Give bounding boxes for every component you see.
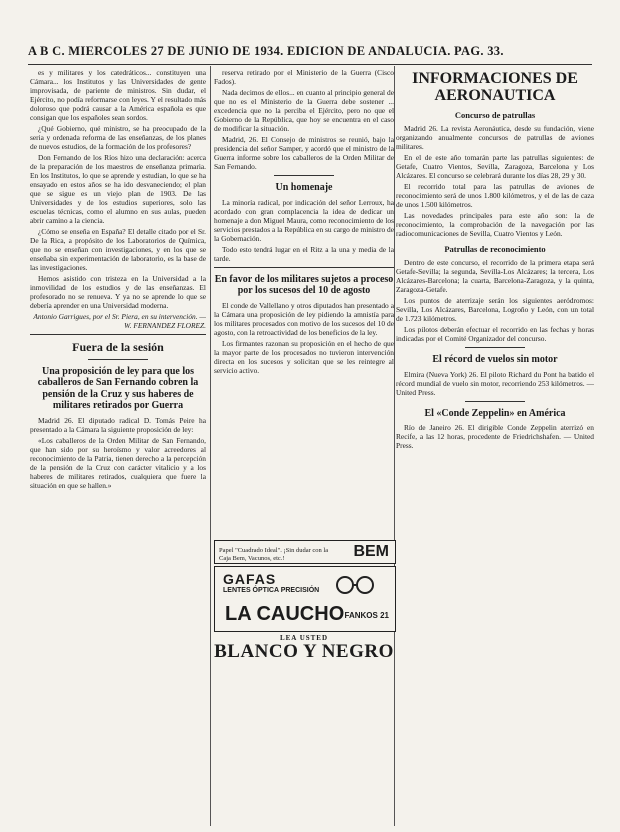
paragraph: Los pilotos deberán efectuar el recorrido en las fechas y horas indicadas por el Comité Organizador del concurso. xyxy=(396,325,594,343)
paragraph: Nada decimos de ellos... en cuanto al principio general de que no es el Ministerio de la Guerra debe sostener ... excedencia que no la perciba el Ejército, pero no que el Gobierno de la República, que hoy se encuentra en el caso de modificar la situación. xyxy=(214,88,394,133)
divider xyxy=(214,267,394,268)
ad-caucho-brand: LA CAUCHO xyxy=(225,603,345,625)
ad-bem-brand: BEM xyxy=(353,543,389,560)
paragraph: Dentro de este concurso, el recorrido de la primera etapa será Getafe-Sevilla; la segunda, Sevilla-Los Alcázares; la tercera, Los Alcázares-Barcelona; la cuarta, Barcelona-Zaragoza, y la quinta, Zaragoza-Getafe. xyxy=(396,258,594,294)
headline-favor-militares: En favor de los militares sujetos a proceso por los sucesos del 10 de agosto xyxy=(214,273,394,296)
column-left xyxy=(30,68,206,828)
divider xyxy=(465,347,525,348)
paragraph: «Los caballeros de la Orden Militar de San Fernando, que han sido por su heroísmo y valor acreedores al reconocimiento de la Patria, tienen derecho a la percepción de la pensión de la Cruz con carácter vitalicio y a los haberes de militares retirados, cualquiera que fuere la situación en que se hallen.» xyxy=(30,435,206,490)
paragraph: Los firmantes razonan su proposición en el hecho de que la mayor parte de los procesados no tuvieron intervención directa en los sucesos y solicitan que se les reintegre al servicio activo. xyxy=(214,338,394,375)
paragraph: Madrid 26. El diputado radical D. Tomás Peire ha presentado a la Cámara la siguiente proposición de ley: xyxy=(30,415,206,434)
signature: Antonio Garrigues, por el Sr. Piera, en su intervención. — W. FERNANDEZ FLOREZ. xyxy=(33,312,206,330)
headline-propuesta: Una proposición de ley para que los caballeros de San Fernando cobren la pensión de la Cruz y sus haberes de militares retirados por Guerra xyxy=(37,365,199,411)
ad-bem xyxy=(214,540,396,564)
headline-aeronautica: INFORMACIONES DE AERONAUTICA xyxy=(412,70,578,104)
ad-caucho-headline: GAFAS xyxy=(223,571,277,587)
headline-record: El récord de vuelos sin motor xyxy=(432,354,558,365)
paragraph: Las novedades principales para este año son: la de reconocimiento, la comprobación de la navegación por las radiocomunicaciones de Sevilla, Cuatro Vientos y León. xyxy=(396,211,594,238)
column-divider xyxy=(210,66,211,826)
paragraph: El conde de Vallellano y otros diputados han presentado a la Cámara una proposición de ley pidiendo la amnistía para los militares procesados con motivo de los sucesos del 10 de agosto, con la retroactividad de los beneficios de la ley. xyxy=(214,300,394,337)
divider xyxy=(465,401,525,402)
paragraph: Todo esto tendrá lugar en el Ritz a la una y media de la tarde. xyxy=(214,244,394,263)
paragraph: ¿Cómo se enseña en España? El detalle citado por el Sr. De la Rica, a propósito de los Laboratorios de Química, que no se enseñan con investigaciones, y en los que se enseñaba sin experimentación de laboratorio, es la base de las investigaciones. xyxy=(30,227,206,272)
top-rule xyxy=(28,64,592,65)
ad-la-caucho xyxy=(214,566,396,632)
headline-zeppelin: El «Conde Zeppelin» en América xyxy=(424,407,566,419)
column-right xyxy=(396,68,594,828)
paragraph: es y militares y los catedráticos... constituyen una Cámara... los Institutos y las Universidades de gente improvisada, de pariente de ministros. Sin dudar, el Ejército, no podía reformarse con leyes. Y el resultado más doloroso que podrá causar a la América española es que consigan que los españoles sean sordos. xyxy=(30,68,206,122)
paragraph: Río de Janeiro 26. El dirigible Conde Zeppelin aterrizó en Recife, a las 12 horas, procedente de Friedrichshafen. — United Press. xyxy=(396,423,594,450)
glasses-icon xyxy=(335,575,375,595)
paragraph: Elmira (Nueva York) 26. El piloto Richard du Pont ha batido el récord mundial de vuelo sin motor, recorriendo 253 kilómetros. — United Press. xyxy=(396,369,594,397)
paragraph: Madrid, 26. El Consejo de ministros se reunió, bajo la presidencia del señor Samper, y acordó que el ministro de la Guerra informe sobre los caballeros de la Orden Militar de San Fernando. xyxy=(214,135,394,171)
headline-concurso: Concurso de patrullas xyxy=(454,110,536,120)
paragraph: El recorrido total para las patrullas de aviones de reconocimiento será de unos 1.800 kilómetros, y el de las de caza de unos 1.500 kilómetros. xyxy=(396,182,594,209)
paragraph: La minoría radical, por indicación del señor Lerroux, ha acordado con gran complacencia la idea de dedicar un homenaje a don Miguel Maura, como reconocimiento de los servicios prestados a la República en su cargo de ministro de la Gobernación. xyxy=(214,197,394,243)
ad-bn-pre: LEA USTED xyxy=(279,634,329,642)
paragraph: Hemos asistido con tristeza en la Universidad a la inmovilidad de los estudios y de las enseñanzas. El profesorado no se renueva. Y ya no se aprende lo que se debería aprender en una Universidad moderna. xyxy=(30,274,206,310)
headline-sesion: Fuera de la sesión xyxy=(72,340,164,354)
ad-caucho-sub: LENTES ÓPTICA PRECISIÓN xyxy=(223,587,320,594)
divider xyxy=(30,334,206,335)
paragraph: ¿Qué Gobierno, qué ministro, se ha preocupado de la seria y ordenada reforma de las enseñanzas, de los planes de nuevos estudios, de la formación de los profesores? xyxy=(30,124,206,151)
headline-homenaje: Un homenaje xyxy=(275,182,333,193)
column-middle xyxy=(214,68,394,536)
paragraph: reserva retirado por el Ministerio de la Guerra (Cisco Fados). xyxy=(214,68,394,86)
paragraph: Don Fernando de los Ríos hizo una declaración: acerca de la preparación de los maestros de enseñanza primaria. En los Institutos, lo que se aprende y estudian, lo que se ha ensayado en estos años se ha ido desvaneciendo; el plan que se sigue es un viejo plan de 1903. De las Universidades y de los estudios superiores, solo las escuelas técnicas, como el alumno en sus aulas, pueden abrir camino a la ciencia. xyxy=(30,153,206,225)
column-divider xyxy=(394,66,395,826)
ad-blanco-y-negro xyxy=(214,634,394,664)
paragraph: Los puntos de aterrizaje serán los siguientes aeródromos: Sevilla, Los Alcázares, Barcelona, Logroño y León, con un total de 1.723 kilómetros. xyxy=(396,296,594,323)
masthead: A B C. MIERCOLES 27 DE JUNIO DE 1934. EDICION DE ANDALUCIA. PAG. 33. xyxy=(28,44,504,58)
paragraph: En el de este año tomarán parte las patrullas siguientes: de Getafe, Cuatro Vientos, Sevilla, Zaragoza, Barcelona y Los Alcázares. El concurso se celebrará durante los días 28, 29 y 30. xyxy=(396,153,594,180)
headline-reconocimiento: Patrullas de reconocimiento xyxy=(444,244,546,254)
ad-bn-brand: BLANCO Y NEGRO xyxy=(214,641,394,662)
ad-bem-text: Papel "Cuadrado Ideal". ¡Sin dudar con la Caja Bem, Vacunos, etc.! xyxy=(219,547,329,562)
paragraph: Madrid 26. La revista Aeronáutica, desde su fundación, viene organizando anualmente concursos de patrullas de aviones militares. xyxy=(396,124,594,151)
divider xyxy=(88,359,148,360)
ad-caucho-address: FANKOS 21 xyxy=(344,611,389,620)
divider xyxy=(274,175,334,176)
